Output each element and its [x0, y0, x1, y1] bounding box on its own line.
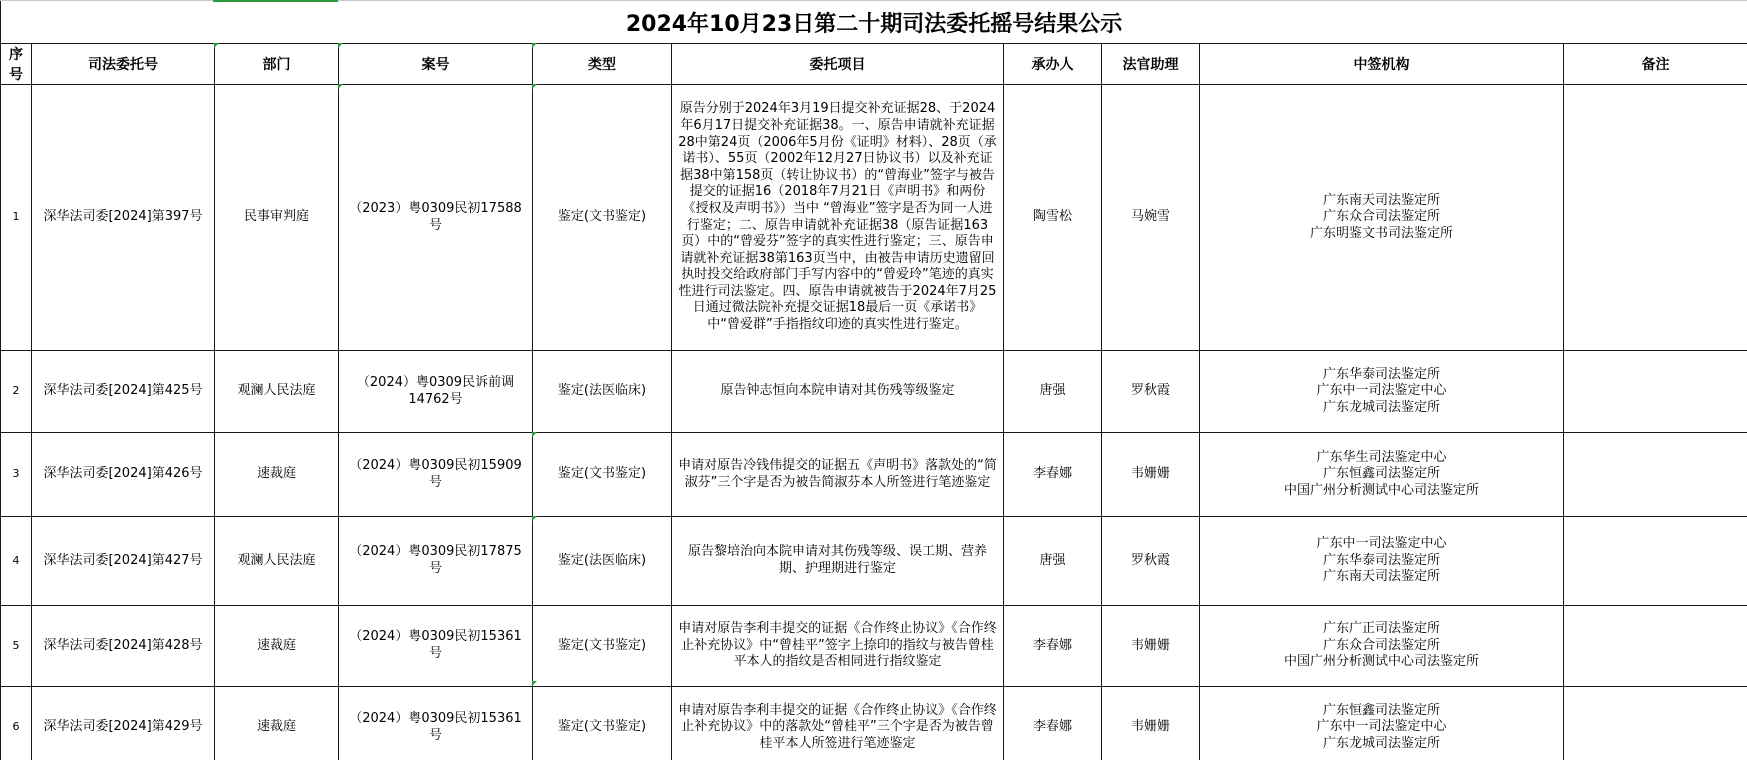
cell-assistant: 罗秋霞	[1102, 517, 1200, 606]
institution: 广东广正司法鉴定所	[1322, 621, 1440, 637]
page-title: 2024年10月23日第二十期司法委托摇号结果公示	[1, 1, 1747, 44]
cell-remark	[1564, 433, 1747, 517]
cell-type: 鉴定(文书鉴定)	[533, 606, 672, 687]
institution: 广东中一司法鉴定中心	[1316, 719, 1447, 735]
cell-project: 申请对原告李利丰提交的证据《合作终止协议》《合作终止补充协议》中“曾桂平”签字上捺印的指纹与被告曾桂平本人的指纹是否相同进行指纹鉴定	[672, 606, 1004, 687]
cell-commission-no: 深华法司委[2024]第425号	[32, 351, 215, 433]
cell-type: 鉴定(法医临床)	[533, 517, 672, 606]
cell-commission-no: 深华法司委[2024]第426号	[32, 433, 215, 517]
cell-idx: 1	[1, 85, 32, 351]
institution: 中国广州分析测试中心司法鉴定所	[1283, 482, 1479, 498]
cell-department: 速裁庭	[215, 433, 339, 517]
cell-idx: 4	[1, 517, 32, 606]
header-institutions: 中签机构	[1200, 44, 1564, 85]
cell-handler: 唐强	[1004, 517, 1102, 606]
cell-department: 速裁庭	[215, 687, 339, 760]
cell-institutions	[1200, 517, 1564, 606]
cell-case-no: （2024）粤0309民初15909号	[339, 433, 533, 517]
cell-project: 申请对原告李利丰提交的证据《合作终止协议》《合作终止补充协议》中的落款处“曾桂平”三个字是否为被告曾桂平本人所签进行笔迹鉴定	[672, 687, 1004, 760]
cell-remark	[1564, 85, 1747, 351]
cell-marker	[338, 43, 343, 48]
cell-marker	[214, 43, 219, 48]
table-row	[1, 351, 1747, 433]
institution: 广东中一司法鉴定中心	[1316, 536, 1447, 552]
cell-project: 原告黎培治向本院申请对其伤残等级、误工期、营养期、护理期进行鉴定	[672, 517, 1004, 606]
selection-indicator	[213, 0, 338, 2]
cell-marker	[532, 84, 537, 89]
institution: 广东南天司法鉴定所	[1322, 192, 1440, 208]
institution: 广东众合司法鉴定所	[1322, 637, 1440, 653]
cell-assistant: 罗秋霞	[1102, 351, 1200, 433]
cell-institutions	[1200, 687, 1564, 760]
cell-type: 鉴定(法医临床)	[533, 351, 672, 433]
header-remark: 备注	[1564, 44, 1747, 85]
table-row	[1, 606, 1747, 687]
cell-remark	[1564, 606, 1747, 687]
table-row	[1, 517, 1747, 606]
cell-handler: 李春娜	[1004, 433, 1102, 517]
cell-handler: 陶雪松	[1004, 85, 1102, 351]
institution: 广东中一司法鉴定中心	[1316, 383, 1447, 399]
header-project: 委托项目	[672, 44, 1004, 85]
cell-commission-no: 深华法司委[2024]第428号	[32, 606, 215, 687]
cell-case-no: （2024）粤0309民初17875号	[339, 517, 533, 606]
cell-commission-no: 深华法司委[2024]第429号	[32, 687, 215, 760]
cell-handler: 唐强	[1004, 351, 1102, 433]
cell-project: 申请对原告冷钱伟提交的证据五《声明书》落款处的“简淑芬”三个字是否为被告简淑芬本人所签进行笔迹鉴定	[672, 433, 1004, 517]
cell-remark	[1564, 351, 1747, 433]
institution: 广东明鉴文书司法鉴定所	[1309, 225, 1453, 241]
cell-remark	[1564, 687, 1747, 760]
cell-idx: 6	[1, 687, 32, 760]
cell-idx: 2	[1, 351, 32, 433]
table-row	[1, 85, 1747, 351]
cell-case-no: （2023）粤0309民初17588号	[339, 85, 533, 351]
institution: 广东龙城司法鉴定所	[1322, 735, 1440, 751]
cell-type: 鉴定(文书鉴定)	[533, 687, 672, 760]
institution: 广东龙城司法鉴定所	[1322, 399, 1440, 415]
institution: 广东恒鑫司法鉴定所	[1322, 702, 1440, 718]
cell-assistant: 韦姗姗	[1102, 687, 1200, 760]
header-case-no: 案号	[339, 44, 533, 85]
cell-handler: 李春娜	[1004, 606, 1102, 687]
header-idx: 序号	[1, 44, 32, 85]
institution: 广东华泰司法鉴定所	[1322, 366, 1440, 382]
cell-commission-no: 深华法司委[2024]第397号	[32, 85, 215, 351]
cell-case-no: （2024）粤0309民诉前调14762号	[339, 351, 533, 433]
cell-marker	[532, 681, 537, 686]
cell-commission-no: 深华法司委[2024]第427号	[32, 517, 215, 606]
header-commission-no: 司法委托号	[32, 44, 215, 85]
cell-project: 原告钟志恒向本院申请对其伤残等级鉴定	[672, 351, 1004, 433]
header-assistant: 法官助理	[1102, 44, 1200, 85]
header-type: 类型	[533, 44, 672, 85]
cell-project: 原告分别于2024年3月19日提交补充证据28、于2024年6月17日提交补充证据38。一、原告申请就补充证据28中第24页（2006年5月份《证明》材料）、28页（承诺书）、55页（2002年12月27日协议书）以及补充证据38中第158页（转让协议书）的“曾海业”签字与被告提交的证据16（2018年7月21日《声明书》和两份《授权及声明书》）当中 “曾海业”签字是否为同一人进行鉴定；二、原告申请就补充证据38（原告证据163页）中的“曾爱芬”签字的真实性进行鉴定；三、原告申请就补充证据38第163页当中，由被告申请历史遗留回执时投交给政府部门手写内容中的“曾爱玲”笔迹的真实性进行司法鉴定。四、原告申请就被告于2024年7月25日通过微法院补充提交证据18最后一页《承诺书》中“曾爱群”手指指纹印迹的真实性进行鉴定。	[672, 85, 1004, 351]
cell-institutions	[1200, 433, 1564, 517]
table-row	[1, 433, 1747, 517]
cell-institutions	[1200, 351, 1564, 433]
institution: 广东华泰司法鉴定所	[1322, 552, 1440, 568]
cell-case-no: （2024）粤0309民初15361号	[339, 687, 533, 760]
table-row	[1, 687, 1747, 760]
header-handler: 承办人	[1004, 44, 1102, 85]
cell-institutions	[1200, 85, 1564, 351]
institution: 中国广州分析测试中心司法鉴定所	[1283, 654, 1479, 670]
cell-marker	[532, 432, 537, 437]
cell-marker	[532, 516, 537, 521]
institution: 广东南天司法鉴定所	[1322, 569, 1440, 585]
cell-assistant: 马婉雪	[1102, 85, 1200, 351]
cell-type: 鉴定(文书鉴定)	[533, 433, 672, 517]
cell-marker	[338, 84, 343, 89]
cell-type: 鉴定(文书鉴定)	[533, 85, 672, 351]
cell-idx: 5	[1, 606, 32, 687]
cell-department: 速裁庭	[215, 606, 339, 687]
institution: 广东华生司法鉴定中心	[1316, 449, 1447, 465]
cell-department: 观澜人民法庭	[215, 351, 339, 433]
cell-department: 观澜人民法庭	[215, 517, 339, 606]
cell-handler: 李春娜	[1004, 687, 1102, 760]
header-row	[1, 44, 1747, 85]
cell-remark	[1564, 517, 1747, 606]
header-department: 部门	[215, 44, 339, 85]
cell-assistant: 韦姗姗	[1102, 606, 1200, 687]
cell-institutions	[1200, 606, 1564, 687]
cell-case-no: （2024）粤0309民初15361号	[339, 606, 533, 687]
cell-marker	[532, 43, 537, 48]
cell-assistant: 韦姗姗	[1102, 433, 1200, 517]
institution: 广东恒鑫司法鉴定所	[1322, 466, 1440, 482]
institution: 广东众合司法鉴定所	[1322, 209, 1440, 225]
cell-department: 民事审判庭	[215, 85, 339, 351]
cell-idx: 3	[1, 433, 32, 517]
